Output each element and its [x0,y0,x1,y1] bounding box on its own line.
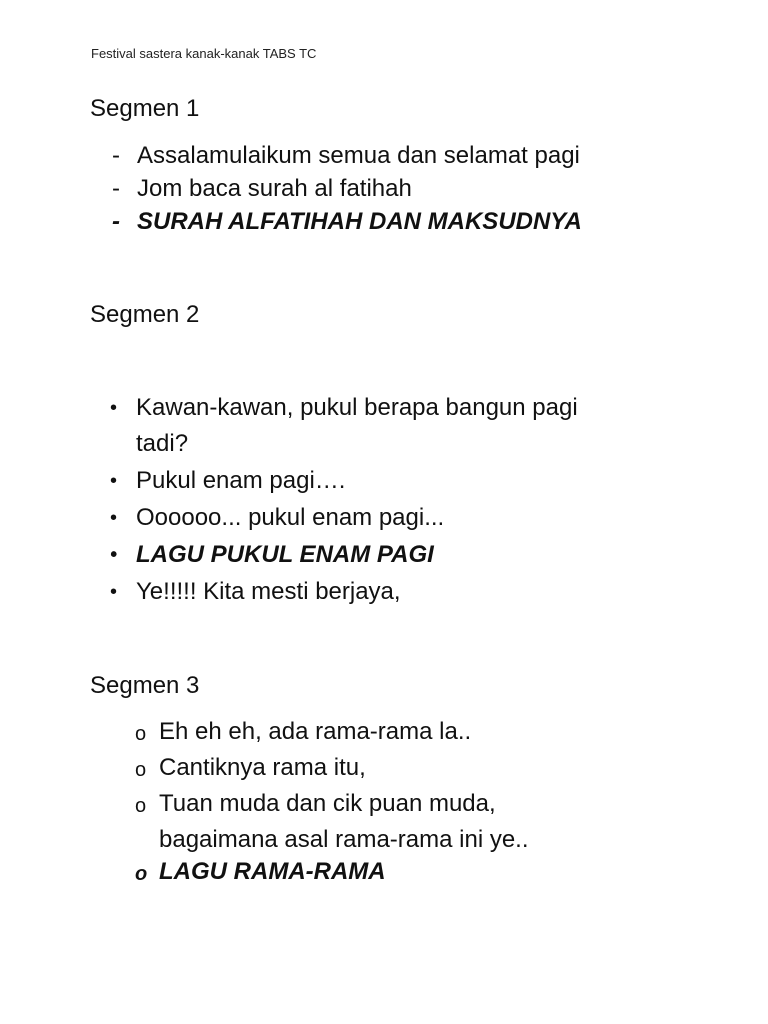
list-item-text: LAGU RAMA-RAMA [159,858,386,885]
list-item-continuation: bagaimana asal rama-rama ini ye.. [159,826,529,853]
segment-2-title: Segmen 2 [90,301,200,328]
list-item-text: Assalamulaikum semua dan selamat pagi [137,142,580,169]
list-item-text: LAGU PUKUL ENAM PAGI [136,541,434,568]
dash-marker: - [112,175,120,202]
segment-1-title: Segmen 1 [90,95,200,122]
bullet-marker: • [110,544,118,566]
list-item-text: Oooooo... pukul enam pagi... [136,504,445,531]
bullet-marker: • [110,507,118,529]
circle-marker: o [135,863,148,885]
list-item-text: Eh eh eh, ada rama-rama la.. [159,718,472,745]
bullet-marker: • [110,470,118,492]
list-item-text: Tuan muda dan cik puan muda, [159,790,496,817]
list-item-text: SURAH ALFATIHAH DAN MAKSUDNYA [137,208,582,235]
list-item-text: Jom baca surah al fatihah [137,175,412,202]
list-item-continuation: tadi? [136,430,189,457]
circle-marker: o [135,723,147,745]
bullet-marker: • [110,581,118,603]
dash-marker: - [112,142,120,169]
bullet-marker: • [110,397,118,419]
circle-marker: o [135,795,147,817]
list-item-text: Cantiknya rama itu, [159,754,366,781]
list-item-text: Ye!!!!! Kita mesti berjaya, [136,578,401,605]
list-item-text: Kawan-kawan, pukul berapa bangun pagi [136,394,578,421]
list-item-text: Pukul enam pagi…. [136,467,346,494]
circle-marker: o [135,759,147,781]
segment-3-title: Segmen 3 [90,672,200,699]
page-header: Festival sastera kanak-kanak TABS TC [91,46,317,61]
dash-marker: - [112,208,120,235]
